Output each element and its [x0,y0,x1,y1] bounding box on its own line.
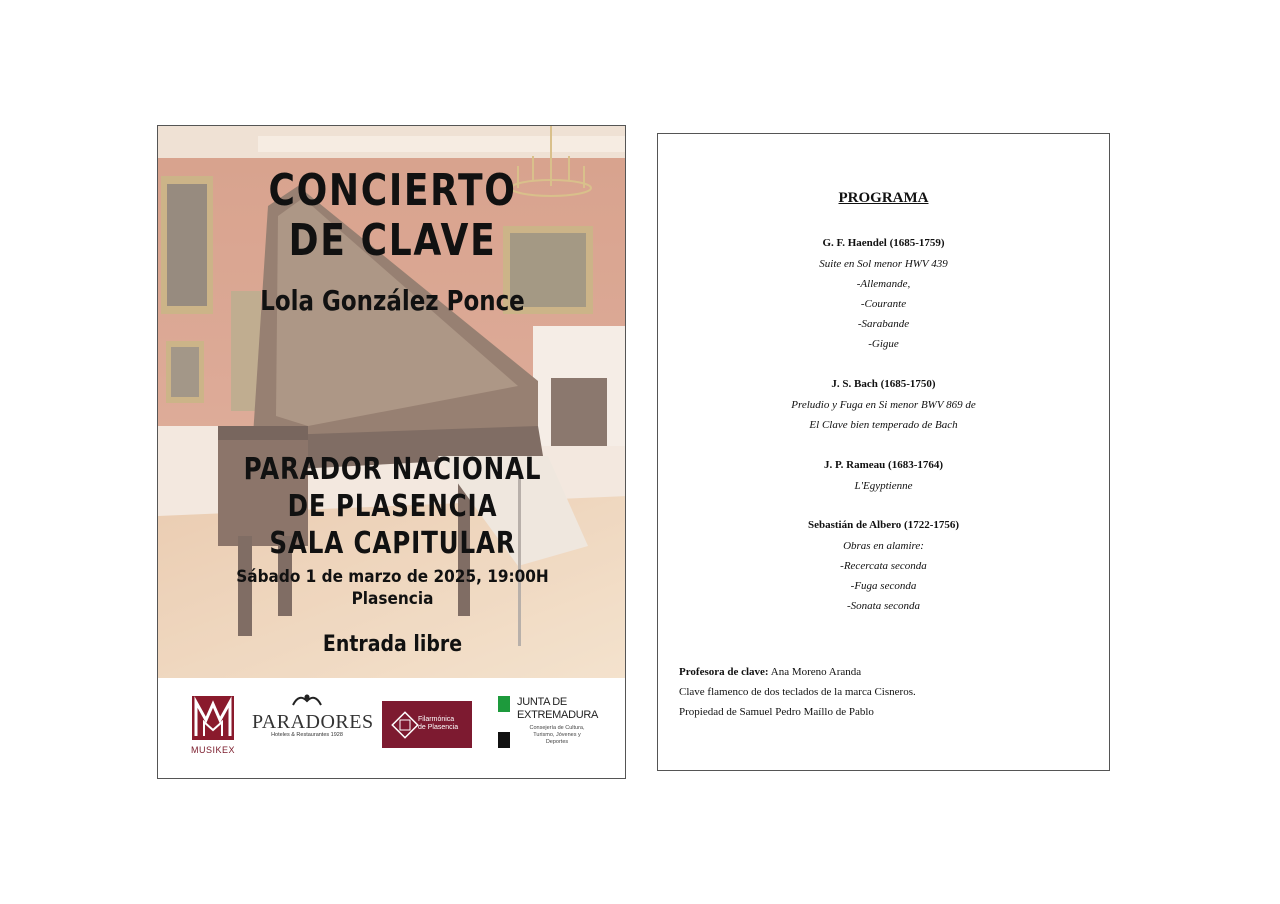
teacher-label: Profesora de clave: [679,666,769,678]
program-sheet [657,133,1110,771]
poster-title-line-2: DE CLAVE [288,215,497,266]
junta-name-line-2: EXTREMADURA [517,709,599,721]
poster-title-line-1: CONCIERTO [268,165,517,216]
poster-date-time: Sábado 1 de marzo de 2025, 19:00H [236,567,549,587]
work-line: -Sonata seconda [846,600,920,612]
work-line: El Clave bien temperado de Bach [809,419,958,431]
work-line: -Gigue [868,338,899,350]
musikex-mark-icon [192,696,234,740]
work-line: -Courante [860,298,907,310]
junta-flag-black-icon [498,732,510,748]
paradores-crest-icon [290,693,324,707]
poster-venue-line-3: SALA CAPITULAR [269,526,516,561]
poster-venue-line-2: DE PLASENCIA [287,489,498,524]
filarmonica-label [418,716,458,732]
work-line: Obras en alamire: [843,540,924,552]
poster-entry: Entrada libre [322,632,463,657]
poster-city: Plasencia [351,589,434,609]
owner-line: Propiedad de Samuel Pedro Maíllo de Pablo [679,706,874,718]
work-line: -Sarabande [857,318,910,330]
composer-heading: J. S. Bach (1685-1750) [831,378,936,390]
work-line: L'Egyptienne [854,480,913,492]
paradores-name: PARADORES [252,711,374,733]
instrument-line: Clave flamenco de dos teclados de la marca Cisneros. [679,686,916,698]
sponsor-logos [158,678,626,779]
work-line: -Allemande, [856,278,911,290]
junta-flag-green-icon [498,696,510,712]
poster-date [181,566,603,610]
filarmonica-mark-icon [390,710,420,740]
junta-name-line-1: JUNTA DE [517,696,567,708]
filarmonica-logo [382,701,472,748]
concert-poster [157,125,626,779]
junta-name [517,696,598,722]
composer-heading: G. F. Haendel (1685-1759) [822,237,945,249]
teacher-line [679,666,861,678]
work-line: -Fuga seconda [850,580,917,592]
poster-artist: Lola González Ponce [260,284,525,317]
musikex-logo [188,696,238,755]
junta-sub-line-1: Consejería de Cultura, [529,725,585,731]
filarmonica-line-2: de Plasencia [418,724,459,731]
program-title: PROGRAMA [838,190,929,206]
work-line: -Recercata seconda [840,560,927,572]
junta-subtitle [522,725,592,746]
junta-sub-line-3: Deportes [545,739,569,745]
poster-title [200,166,585,266]
teacher-name: Ana Moreno Aranda [768,666,862,678]
junta-extremadura-logo [498,696,608,771]
musikex-label: MUSIKEX [190,745,235,755]
paradores-subtitle: Hoteles & Restaurantes 1928 [271,732,343,738]
work-line: Preludio y Fuga en Si menor BWV 869 de [791,399,976,411]
composer-heading: Sebastián de Albero (1722-1756) [807,519,960,531]
paradores-logo [252,693,374,738]
composer-heading: J. P. Rameau (1683-1764) [823,459,944,471]
work-line: Suite en Sol menor HWV 439 [819,258,948,270]
filarmonica-line-1: Filarmónica [418,716,455,723]
junta-sub-line-2: Turismo, Jóvenes y [533,732,581,738]
poster-venue [200,451,585,562]
poster-venue-line-1: PARADOR NACIONAL [243,452,542,487]
